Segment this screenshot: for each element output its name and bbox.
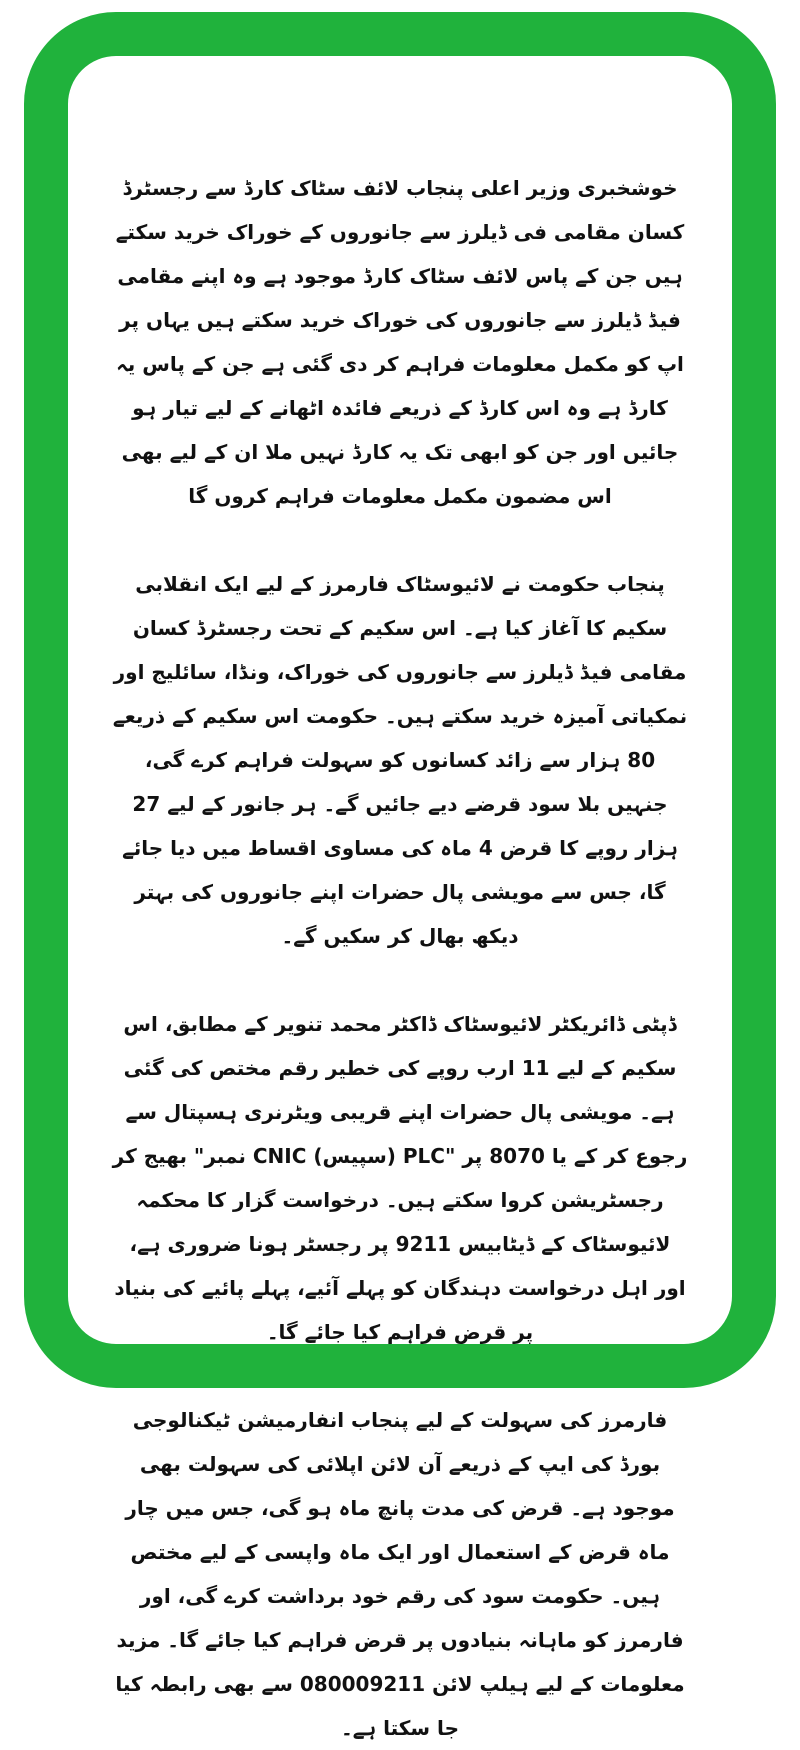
article-paragraph-3: ڈپٹی ڈائریکٹر لائیوسٹاک ڈاکٹر محمد تنویر کے مطابق، اس سکیم کے لیے 11 ارب روپے کی خطیر رقم مختص کی گئی ہے۔ مویشی پال حضرات اپنے قریبی ویٹرنری ہسپتال سے رجوع کر کے یا 8070 پر "PLC (سپیس) CNIC نمبر" بھیج کر رجسٹریشن کروا سکتے ہیں۔ درخواست گزار کا محکمہ لائیوسٹاک کے ڈیٹابیس 9211 پر رجسٹر ہونا ضروری ہے، اور اہل درخواست دہندگان کو پہلے آئیے، پہلے پائیے کی بنیاد پر قرض فراہم کیا جائے گا۔ xyxy=(112,1012,688,1344)
article-paragraph-1: خوشخبری وزیر اعلی پنجاب لائف سٹاک کارڈ سے رجسٹرڈ کسان مقامی فی ڈیلرز سے جانوروں کے خوراک خرید سکتے ہیں جن کے پاس لائف سٹاک کارڈ موجود ہے وہ اپنے مقامی فیڈ ڈیلرز سے جانوروں کی خوراک خرید سکتے ہیں یہاں پر اپ کو مکمل معلومات فراہم کر دی گئی ہے جن کے پاس یہ کارڈ ہے وہ اس کارڈ کے ذریعے فائدہ اٹھانے کے لیے تیار ہو جائیں اور جن کو ابھی تک یہ کارڈ نہیں ملا ان کے لیے بھی اس مضمون مکمل معلومات فراہم کروں گا xyxy=(115,176,685,508)
article-paragraph-4: فارمرز کی سہولت کے لیے پنجاب انفارمیشن ٹیکنالوجی بورڈ کی ایپ کے ذریعے آن لائن اپلائی کی سہولت بھی موجود ہے۔ قرض کی مدت پانچ ماہ ہو گی، جس میں چار ماہ قرض کے استعمال اور ایک ماہ واپسی کے لیے مختص ہیں۔ حکومت سود کی رقم خود برداشت کرے گی، اور فارمرز کو ماہانہ بنیادوں پر قرض فراہم کیا جائے گا۔ مزید معلومات کے لیے ہیلپ لائن 080009211 سے بھی رابطہ کیا جا سکتا ہے۔ xyxy=(115,1408,685,1740)
article-paragraph-2: پنجاب حکومت نے لائیوسٹاک فارمرز کے لیے ایک انقلابی سکیم کا آغاز کیا ہے۔ اس سکیم کے تحت رجسٹرڈ کسان مقامی فیڈ ڈیلرز سے جانوروں کی خوراک، ونڈا، سائلیج اور نمکیاتی آمیزہ خرید سکتے ہیں۔ حکومت اس سکیم کے ذریعے 80 ہزار سے زائد کسانوں کو سہولت فراہم کرے گی، جنہیں بلا سود قرضے دیے جائیں گے۔ ہر جانور کے لیے 27 ہزار روپے کا قرض 4 ماہ کی مساوی اقساط میں دیا جائے گا، جس سے مویشی پال حضرات اپنے جانوروں کی بہتر دیکھ بھال کر سکیں گے۔ xyxy=(112,572,688,948)
phone-frame xyxy=(24,12,776,1740)
article-body xyxy=(112,166,688,1740)
